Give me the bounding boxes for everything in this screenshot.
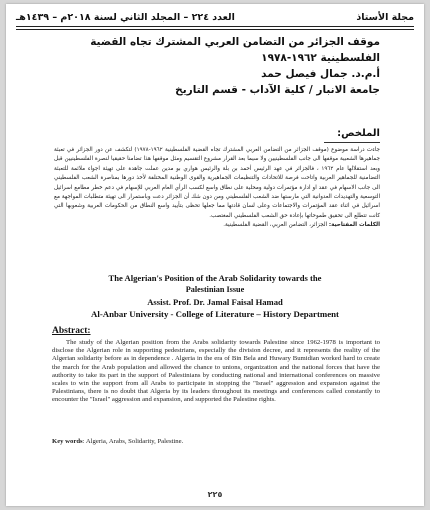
english-title-line-1: The Algerian's Position of the Arab Solidarity towards the [108, 273, 322, 283]
arabic-heading-underline [324, 142, 380, 143]
english-keywords-label: Key words [52, 438, 83, 445]
arabic-author: أ.م.د. جمال فيصل حمد [261, 68, 380, 80]
english-affiliation: Al-Anbar University - College of Literature – History Department [91, 309, 339, 319]
arabic-title-block [40, 34, 380, 98]
arabic-keywords: الجزائر، التضامن العربي، القضية الفلسطينية. [223, 222, 328, 229]
arabic-title-line-1: موقف الجزائر من التضامن العربي المشترك تجاه القضية [90, 36, 380, 48]
english-title-line-2: Palestinian Issue [185, 285, 245, 294]
header-divider [16, 26, 414, 30]
english-title-block [46, 272, 384, 321]
english-keywords [52, 438, 183, 445]
arabic-abstract [54, 146, 380, 231]
issue-info: العدد ٢٢٤ – المجلد الثاني لسنة ٢٠١٨م – ١٤٣٩هـ [16, 12, 235, 23]
english-abstract-heading: Abstract: [52, 326, 91, 336]
journal-page [6, 4, 424, 506]
arabic-title-line-2: الفلسطينية ١٩٦٢-١٩٧٨ [261, 52, 380, 64]
arabic-abstract-body: جاءت دراسة موضوع (موقف الجزائر من التضامن العربي المشترك تجاه القضية الفلسطينية ١٩٦٢-١٩٧٨) لتكشف عن دور الجزائر في تعبئة جماهيرها الشعبية موقفها الى جانب الفلسطينيين ولا سيما بعد القرار مشروع التقسيم ومثل موقفها هذا تضامنا حقيقيا لنصرة الفلسطينيين قبل وبعد استقلالها عام ١٩٦٢ ، فالجزائر في عهد الرئيس أحمد بن بلة والرئيس هواري بو مدين عملت جاهدة على تهيئة اجواء ملائمة للتعبئة التضامنية للجماهير العربية واتاحت فرصة للاتحادات والتنظيمات الجماهيرية والقوى الوطنية المختلفة لأخذ دورها بمناصرة الشعب الفلسطيني الى جانب الاسهام في عقد او ادارة مؤتمرات دولية ومحلية على نطاق واسع لكسب الرأي العام العربي للإسهام في دعم خطر مطامع اسرائيل التوسعية والتهديدات العدوانية التي مارستها ضد الشعب الفلسطيني ومن دون شك أن الجزائر دعت وباستمرار الى تهيئة متطلبات المواجهة مع اسرائيل في اثناء عقد المؤتمرات والاجتماعات وعلى لسان قادتها مما جعلها تحظى بتأييد واسع النطاق من الحكومات العربية وشعوبها التي كانت تتطلع الى تحقيق طموحاتها بإعادة حق الشعب الفلسطيني المغتصب. [54, 147, 380, 219]
arabic-abstract-heading: الملخص: [337, 128, 380, 139]
english-keywords-list: : Algeria, Arabs, Solidarity, Palestine. [82, 438, 184, 445]
arabic-keywords-label: الكلمات المفتاحية: [328, 222, 380, 229]
page-number: ٢٢٥ [207, 490, 223, 499]
english-abstract-body: The study of the Algerian position from the Arabs solidarity towards Palestine since 1962-1978 is important to disclose the Algerian role in supporting pedestrians, especially the division decree, and it represents the reality of the Algerian solidarity before as in dependence . Algeria in the era of Bin Bela and Huwary Bumidian worked hard to create the march for the Arab population and allowed the chance to unions, organization and the national forces that have the authority to take its part in the support of Palestinians by conducting national and international conferences on massive scales to win the support from all Arabs to participate in stopping the "Israel" aggression and expansion against the Palestinians, there is no doubt that Algeria by its leaders throughout its meetings and conferences called constantly to encounter the "Israel" aggression and expansion, and supported the Palestine rights. [52, 339, 380, 404]
arabic-affiliation: جامعة الانبار / كلية الآداب - قسم التاريخ [175, 84, 380, 96]
journal-name: مجلة الأستاذ [356, 12, 414, 23]
english-author: Assist. Prof. Dr. Jamal Faisal Hamad [147, 297, 283, 307]
